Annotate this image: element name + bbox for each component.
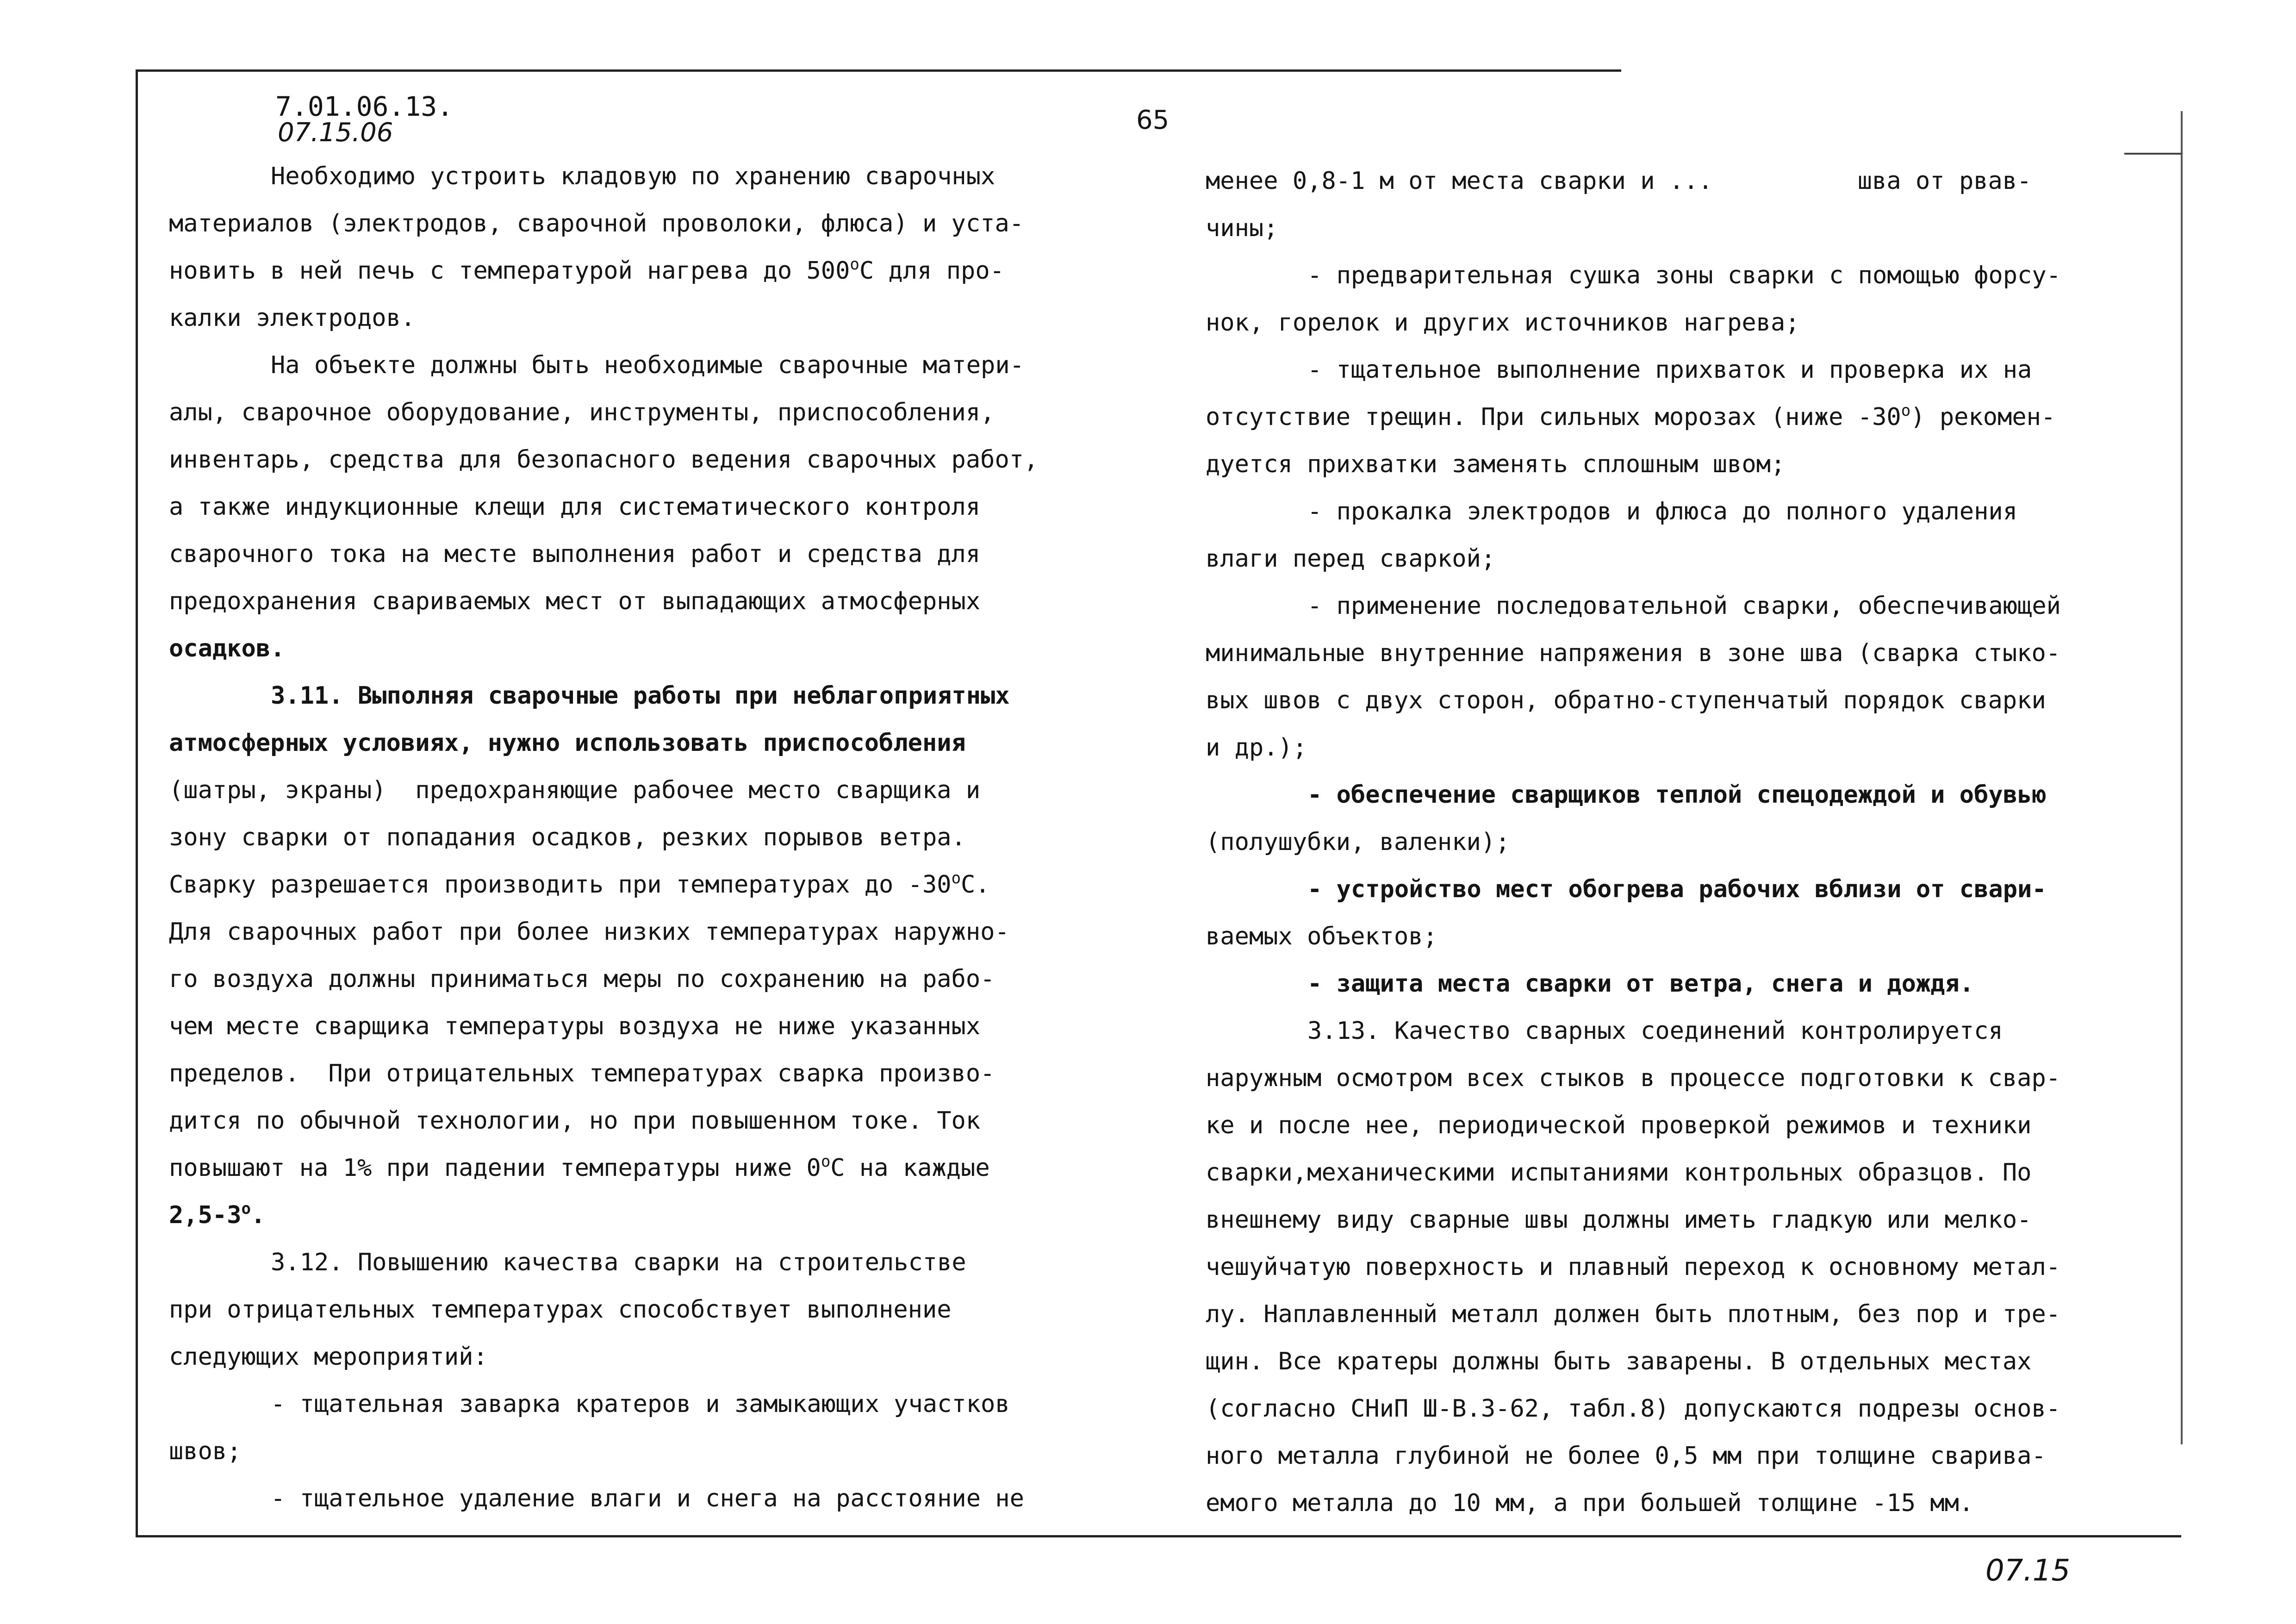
text-line-tail: С на каждые xyxy=(830,1154,990,1182)
text-line-main: 2,5-3 xyxy=(169,1201,242,1229)
text-line-main: алы, сварочное оборудование, инструменты, приспособления, xyxy=(169,399,995,426)
text-line xyxy=(1206,1055,2159,1102)
text-line-main: Необходимо устроить кладовую по хранению сварочных xyxy=(271,162,996,190)
text-line xyxy=(169,956,1122,1003)
text-line xyxy=(169,908,1122,956)
text-line xyxy=(169,342,1122,389)
text-line xyxy=(169,1003,1122,1050)
text-line xyxy=(1206,1243,2159,1291)
text-line-main: - обеспечение сварщиков теплой спецодеждой и обувью xyxy=(1307,781,2047,809)
text-line xyxy=(169,672,1122,719)
text-line xyxy=(1206,913,2159,960)
text-line-main: чем месте сварщика температуры воздуха не ниже указанных xyxy=(169,1012,981,1040)
text-line xyxy=(1206,299,2159,346)
text-line xyxy=(1206,1338,2159,1385)
text-line xyxy=(1206,488,2159,535)
text-line-main: ваемых объектов; xyxy=(1206,923,1437,950)
text-line-main: Сварку разрешается производить при температурах до -30 xyxy=(169,871,952,899)
text-line-main: - тщательная заварка кратеров и замыкающих участков xyxy=(271,1390,1010,1418)
text-line xyxy=(169,1097,1122,1144)
text-line-main: наружным осмотром всех стыков в процессе подготовки к свар- xyxy=(1206,1064,2061,1092)
document-code: 7.01.06.13. xyxy=(275,91,454,122)
text-line-tail: ) рекомен- xyxy=(1910,403,2056,431)
text-line-main: атмосферных условиях, нужно использовать приспособления xyxy=(169,729,966,757)
text-line xyxy=(1206,771,2159,818)
text-line-main: менее 0,8-1 м от места сварки и ... шва от рвав- xyxy=(1206,167,2032,195)
left-text-column xyxy=(169,153,1122,1522)
text-line xyxy=(1206,1007,2159,1055)
frame-bottom-line xyxy=(136,1535,2181,1537)
text-line xyxy=(169,719,1122,767)
text-line xyxy=(169,153,1122,200)
text-line xyxy=(1206,346,2159,394)
text-line xyxy=(169,1333,1122,1380)
text-line xyxy=(1206,1480,2159,1527)
text-line xyxy=(169,247,1122,294)
text-line xyxy=(169,1428,1122,1475)
text-line-main: предохранения свариваемых мест от выпадающих атмосферных xyxy=(169,587,981,615)
text-line-main: инвентарь, средства для безопасного ведения сварочных работ, xyxy=(169,446,1039,474)
text-line-main: - предварительная сушка зоны сварки с помощью форсу- xyxy=(1307,262,2061,289)
text-line xyxy=(1206,1149,2159,1196)
text-line-main: 3.11. Выполняя сварочные работы при неблагоприятных xyxy=(271,682,1010,710)
degree-superscript: о xyxy=(1901,401,1911,420)
text-line xyxy=(169,483,1122,531)
text-line-main: - прокалка электродов и флюса до полного удаления xyxy=(1307,498,2018,525)
text-line-main: осадков. xyxy=(169,635,285,662)
document-code-handwritten: 07.15.06 xyxy=(278,118,393,148)
text-line-main: - тщательное удаление влаги и снега на расстояние не xyxy=(271,1485,1024,1512)
text-line xyxy=(1206,441,2159,488)
text-line-main: (полушубки, валенки); xyxy=(1206,828,1510,856)
text-line xyxy=(169,814,1122,861)
text-line xyxy=(169,861,1122,908)
text-line-main: калки электродов. xyxy=(169,304,416,332)
text-line-main: вых швов с двух сторон, обратно-ступенчатый порядок сварки xyxy=(1206,687,2046,714)
degree-superscript: о xyxy=(241,1199,251,1218)
text-line-main: сварочного тока на месте выполнения работ и средства для xyxy=(169,540,981,568)
text-line xyxy=(169,1380,1122,1428)
text-line-main: при отрицательных температурах способствует выполнение xyxy=(169,1296,952,1324)
text-line-main: дится по обычной технологии, но при повышенном токе. Ток xyxy=(169,1107,981,1135)
text-line xyxy=(1206,1102,2159,1149)
text-line-main: чешуйчатую поверхность и плавный переход к основному метал- xyxy=(1206,1253,2061,1281)
text-line xyxy=(1206,866,2159,913)
text-line xyxy=(169,767,1122,814)
text-line-main: 3.13. Качество сварных соединений контролируется xyxy=(1307,1017,2003,1045)
text-line xyxy=(1206,818,2159,866)
text-line-main: зону сварки от попадания осадков, резких порывов ветра. xyxy=(169,824,966,851)
text-line-main: отсутствие трещин. При сильных морозах (ниже -30 xyxy=(1206,403,1901,431)
text-line xyxy=(169,436,1122,483)
text-line xyxy=(169,1286,1122,1333)
text-line xyxy=(169,1239,1122,1286)
degree-superscript: о xyxy=(951,869,961,887)
text-line-main: сварки,механическими испытаниями контрольных образцов. По xyxy=(1206,1159,2032,1187)
text-line-main: следующих мероприятий: xyxy=(169,1343,488,1371)
text-line xyxy=(169,1144,1122,1192)
degree-superscript: о xyxy=(850,255,859,274)
frame-right-tick xyxy=(2124,153,2182,155)
footer-handwritten-code: 07.15 xyxy=(1985,1554,2071,1588)
text-line-main: швов; xyxy=(169,1437,242,1465)
text-line-tail: С для про- xyxy=(859,257,1004,285)
text-line-main: го воздуха должны приниматься меры по сохранению на рабо- xyxy=(169,965,995,993)
text-line-main: - применение последовательной сварки, обеспечивающей xyxy=(1307,592,2061,620)
text-line-main: (шатры, экраны) предохраняющие рабочее место сварщика и xyxy=(169,776,981,804)
text-line xyxy=(1206,394,2159,441)
text-line-main: - тщательное выполнение прихваток и проверка их на xyxy=(1307,356,2032,384)
text-line xyxy=(169,1475,1122,1522)
text-line xyxy=(1206,535,2159,582)
text-line xyxy=(1206,630,2159,677)
text-line-main: ке и после нее, периодической проверкой режимов и техники xyxy=(1206,1112,2032,1139)
text-line-main: емого металла до 10 мм, а при большей толщине -15 мм. xyxy=(1206,1489,1974,1517)
text-line-main: ного металла глубиной не более 0,5 мм при толщине сварива- xyxy=(1206,1442,2046,1470)
frame-top-line xyxy=(136,69,1621,72)
text-line-main: внешнему виду сварные швы должны иметь гладкую или мелко- xyxy=(1206,1206,2032,1234)
text-line-tail: С. xyxy=(961,871,990,899)
text-line xyxy=(169,389,1122,436)
text-line-main: минимальные внутренние напряжения в зоне шва (сварка стыко- xyxy=(1206,639,2061,667)
text-line-main: материалов (электродов, сварочной проволоки, флюса) и уста- xyxy=(169,210,1024,237)
text-line xyxy=(1206,582,2159,630)
text-line-main: нок, горелок и других источников нагрева; xyxy=(1206,309,1800,337)
text-line xyxy=(1206,1432,2159,1480)
text-line xyxy=(1206,1196,2159,1243)
text-line-main: дуется прихватки заменять сплошным швом; xyxy=(1206,450,1786,478)
right-text-column xyxy=(1206,157,2159,1527)
text-line xyxy=(169,1050,1122,1097)
text-line xyxy=(1206,960,2159,1007)
text-line-main: (согласно СНиП Ш-В.3-62, табл.8) допускаются подрезы основ- xyxy=(1206,1395,2061,1423)
text-line xyxy=(169,625,1122,672)
text-line-main: На объекте должны быть необходимые сварочные матери- xyxy=(271,351,1024,379)
text-line-main: чины; xyxy=(1206,214,1278,242)
text-line-main: 3.12. Повышению качества сварки на строительстве xyxy=(271,1249,966,1276)
text-line-main: новить в ней печь с температурой нагрева до 500 xyxy=(169,257,850,285)
text-line-main: лу. Наплавленный металл должен быть плотным, без пор и тре- xyxy=(1206,1300,2061,1328)
degree-superscript: о xyxy=(821,1152,831,1171)
text-line-main: щин. Все кратеры должны быть заварены. В отдельных местах xyxy=(1206,1348,2032,1375)
text-line xyxy=(1206,1385,2159,1432)
text-line-tail: . xyxy=(251,1201,266,1229)
text-line-main: пределов. При отрицательных температурах сварка произво- xyxy=(169,1060,995,1087)
text-line xyxy=(169,1192,1122,1239)
text-line-main: - устройство мест обогрева рабочих вблизи от свари- xyxy=(1307,875,2047,903)
frame-left-line xyxy=(136,69,138,1537)
text-line-main: и др.); xyxy=(1206,734,1307,762)
text-line-main: влаги перед сваркой; xyxy=(1206,545,1496,573)
text-line-main: повышают на 1% при падении температуры ниже 0 xyxy=(169,1154,821,1182)
text-line xyxy=(1206,677,2159,724)
text-line-main: - защита места сварки от ветра, снега и дождя. xyxy=(1307,970,1974,998)
text-line xyxy=(1206,724,2159,771)
page-number: 65 xyxy=(1136,105,1170,135)
frame-right-line xyxy=(2181,111,2183,1444)
text-line xyxy=(1206,157,2159,205)
text-line-main: а также индукционные клещи для систематического контроля xyxy=(169,493,981,521)
text-line xyxy=(1206,1291,2159,1338)
text-line xyxy=(169,578,1122,625)
text-line xyxy=(1206,205,2159,252)
text-line xyxy=(169,294,1122,342)
text-line xyxy=(1206,252,2159,299)
text-line-main: Для сварочных работ при более низких температурах наружно- xyxy=(169,918,1009,946)
text-line xyxy=(169,200,1122,247)
text-line xyxy=(169,531,1122,578)
